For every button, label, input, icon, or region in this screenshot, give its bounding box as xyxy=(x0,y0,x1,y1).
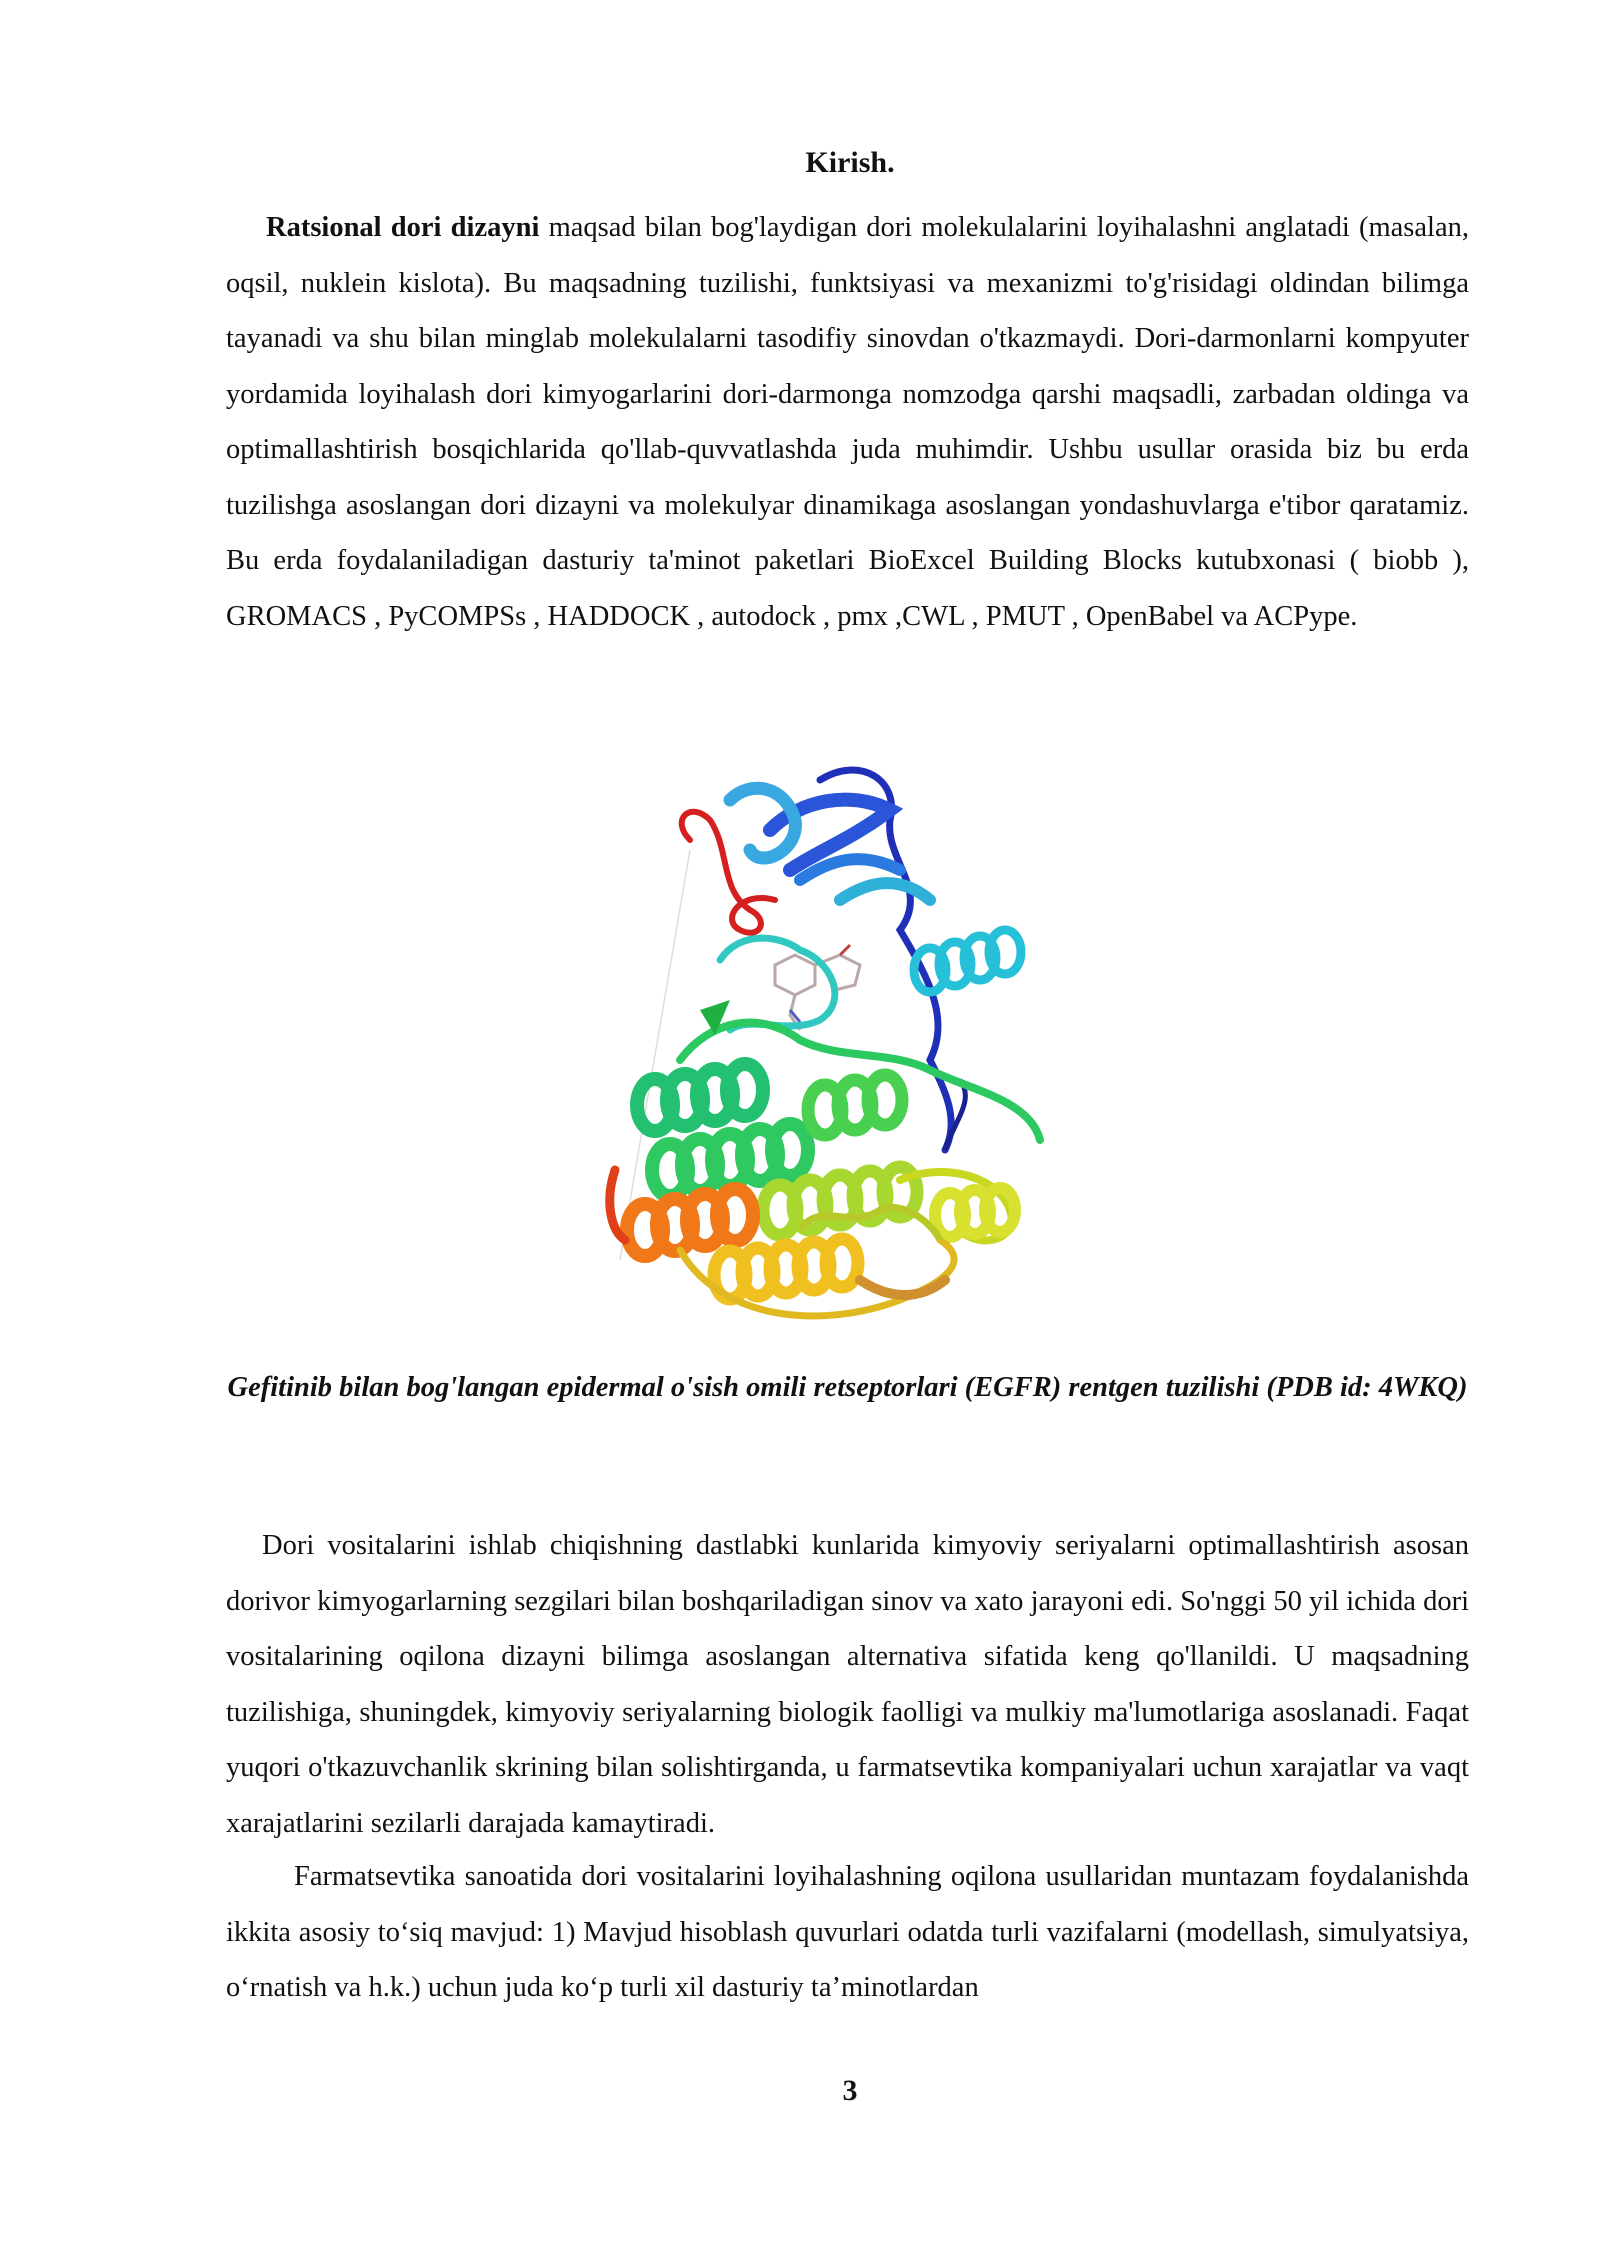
page-number: 3 xyxy=(842,2074,858,2107)
intro-text: maqsad bilan bog'laydigan dori molekulalarini loyihalashni anglatadi (masalan, oqsil, nuklein kislota). Bu maqsadning tuzilishi, funktsiyasi va mexanizmi to'g'risidagi oldindan bilimga tayanadi va shu bilan minglab molekulalarni tasodifiy sinovdan o'tkazmaydi. Dori-darmonlarni kompyuter yordamida loyihalash dori kimyogarlarini dori-darmonga nomzodga qarshi maqsadli, zarbadan oldinga va optimallashtirish bosqichlarida qo'llab-quvvatlashda juda muhimdir. Ushbu usullar orasida biz bu erda tuzilishga asoslangan dori dizayni va molekulyar dinamikaga asoslangan yondashuvlarga e'tibor qaratamiz. Bu erda foydalaniladigan dasturiy ta'minot paketlari BioExcel Building Blocks kutubxonasi ( biobb ), GROMACS , PyCOMPSs , HADDOCK , autodock , pmx ,CWL , PMUT , OpenBabel va ACPype. xyxy=(226,212,1469,632)
section-heading: Kirish. xyxy=(805,146,895,179)
figure-caption: Gefitinib bilan bog'langan epidermal o'sish omili retseptorlari (EGFR) rentgen tuzilishi (PDB id: 4WKQ) xyxy=(227,1372,1468,1403)
protein-structure-image xyxy=(600,760,1100,1350)
intro-paragraph xyxy=(226,200,1469,644)
body-paragraph-2: Dori vositalarini ishlab chiqishning dastlabki kunlarida kimyoviy seriyalarni optimallashtirish asosan dorivor kimyogarlarning sezgilari bilan boshqariladigan sinov va xato jarayoni edi. So'nggi 50 yil ichida dori vositalarining oqilona dizayni bilimga asoslangan alternativa sifatida keng qo'llanildi. U maqsadning tuzilishiga, shuningdek, kimyoviy seriyalarning biologik faolligi va mulkiy ma'lumotlariga asoslanadi. Faqat yuqori o'tkazuvchanlik skrining bilan solishtirganda, u farmatsevtika kompaniyalari uchun xarajatlar va vaqt xarajatlarini sezilarli darajada kamaytiradi. xyxy=(226,1530,1469,1839)
intro-bold-term: Ratsional dori dizayni xyxy=(266,212,540,243)
body-paragraph-3: Farmatsevtika sanoatida dori vositalarini loyihalashning oqilona usullaridan muntazam foydalanishda ikkita asosiy to‘siq mavjud: 1) Mavjud hisoblash quvurlari odatda turli vazifalarni (modellash, simulyatsiya, o‘rnatish va h.k.) uchun juda ko‘p turli xil dasturiy ta’minotlardan xyxy=(226,1861,1469,2003)
